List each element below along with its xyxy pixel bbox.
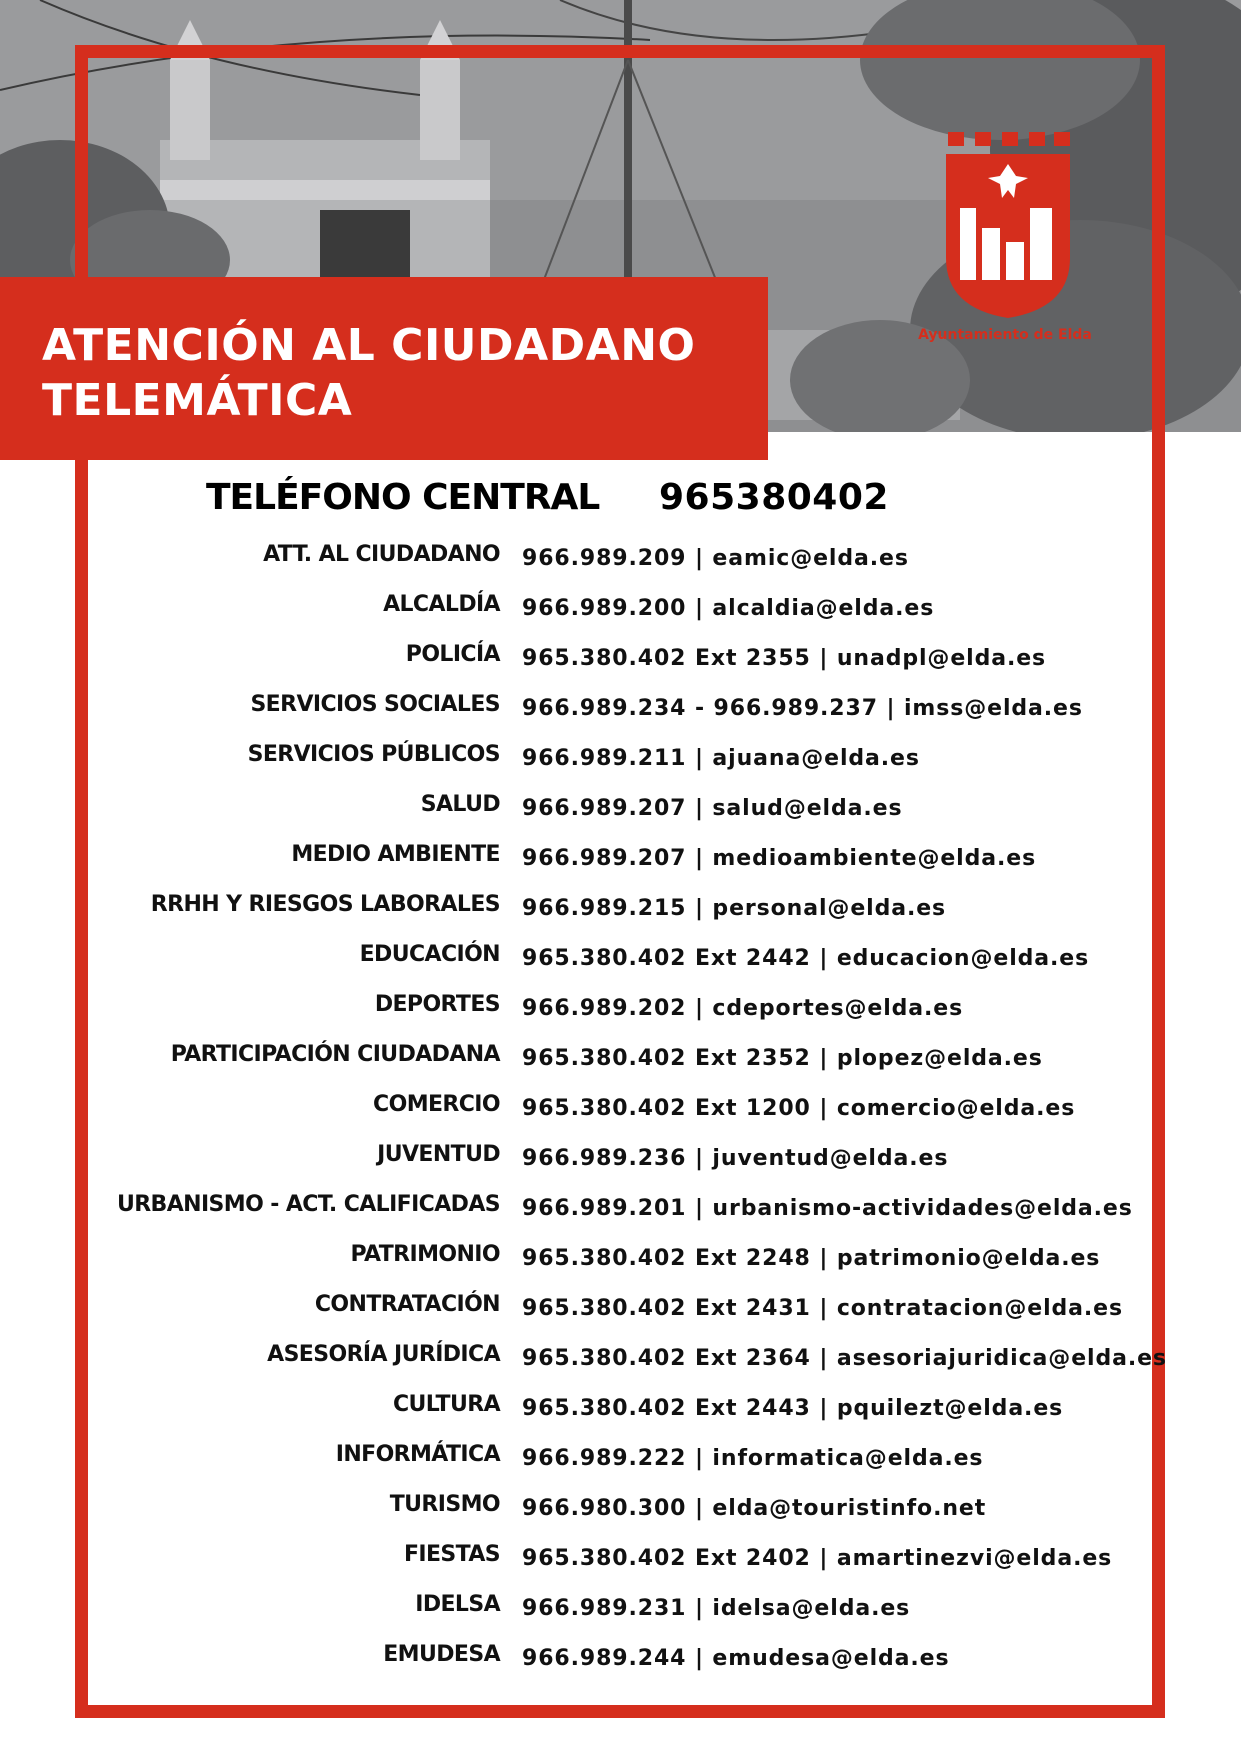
department-name: IDELSA [415, 1592, 500, 1617]
department-contact[interactable]: 966.989.231 | idelsa@elda.es [522, 1596, 911, 1621]
department-contact[interactable]: 966.980.300 | elda@touristinfo.net [522, 1496, 987, 1521]
directory-row [0, 1488, 1241, 1538]
central-phone-number[interactable]: 965380402 [659, 477, 889, 518]
department-name: PATRIMONIO [350, 1242, 500, 1267]
department-contact[interactable]: 966.989.215 | personal@elda.es [522, 896, 947, 921]
department-name: EDUCACIÓN [359, 942, 500, 967]
department-name: URBANISMO - ACT. CALIFICADAS [116, 1192, 500, 1217]
department-name: ASESORÍA JURÍDICA [267, 1342, 500, 1367]
department-contact[interactable]: 966.989.200 | alcaldia@elda.es [522, 596, 935, 621]
department-contact[interactable]: 966.989.222 | informatica@elda.es [522, 1446, 984, 1471]
directory-row [0, 538, 1241, 588]
city-shield-logo [944, 128, 1072, 328]
directory-row [0, 1188, 1241, 1238]
department-name: EMUDESA [383, 1642, 500, 1667]
department-name: FIESTAS [403, 1542, 500, 1567]
department-name: SERVICIOS PÚBLICOS [247, 742, 500, 767]
directory-row [0, 1238, 1241, 1288]
department-contact[interactable]: 965.380.402 Ext 1200 | comercio@elda.es [522, 1096, 1076, 1121]
directory-row [0, 1438, 1241, 1488]
department-contact[interactable]: 966.989.207 | salud@elda.es [522, 796, 903, 821]
directory-row [0, 1338, 1241, 1388]
department-contact[interactable]: 966.989.202 | cdeportes@elda.es [522, 996, 964, 1021]
department-contact[interactable]: 966.989.236 | juventud@elda.es [522, 1146, 949, 1171]
department-name: DEPORTES [374, 992, 500, 1017]
page-title-line2: TELEMÁTICA [42, 375, 353, 426]
logo-caption: Ayuntamiento de Elda [918, 327, 1092, 343]
department-contact[interactable]: 966.989.207 | medioambiente@elda.es [522, 846, 1037, 871]
department-name: RRHH Y RIESGOS LABORALES [150, 892, 500, 917]
department-contact[interactable]: 965.380.402 Ext 2355 | unadpl@elda.es [522, 646, 1047, 671]
contact-directory [0, 538, 1241, 1688]
department-contact[interactable]: 965.380.402 Ext 2402 | amartinezvi@elda.es [522, 1546, 1113, 1571]
directory-row [0, 1388, 1241, 1438]
directory-row [0, 988, 1241, 1038]
directory-row [0, 788, 1241, 838]
department-name: TURISMO [389, 1492, 500, 1517]
directory-row [0, 1038, 1241, 1088]
department-name: CULTURA [392, 1392, 500, 1417]
department-name: COMERCIO [373, 1092, 500, 1117]
directory-row [0, 1138, 1241, 1188]
central-phone [0, 477, 1241, 527]
directory-row [0, 588, 1241, 638]
directory-row [0, 938, 1241, 988]
directory-row [0, 1538, 1241, 1588]
directory-row [0, 1588, 1241, 1638]
department-name: MEDIO AMBIENTE [291, 842, 500, 867]
directory-row [0, 638, 1241, 688]
department-contact[interactable]: 966.989.234 - 966.989.237 | imss@elda.es [522, 696, 1083, 721]
directory-row [0, 738, 1241, 788]
directory-row [0, 1288, 1241, 1338]
department-name: JUVENTUD [377, 1142, 500, 1167]
department-contact[interactable]: 966.989.244 | emudesa@elda.es [522, 1646, 950, 1671]
department-name: PARTICIPACIÓN CIUDADANA [170, 1042, 500, 1067]
department-contact[interactable]: 966.989.201 | urbanismo-actividades@elda.es [522, 1196, 1133, 1221]
department-contact[interactable]: 965.380.402 Ext 2443 | pquilezt@elda.es [522, 1396, 1064, 1421]
central-phone-label: TELÉFONO CENTRAL [206, 477, 600, 518]
department-name: SERVICIOS SOCIALES [250, 692, 500, 717]
department-contact[interactable]: 965.380.402 Ext 2431 | contratacion@elda.es [522, 1296, 1123, 1321]
department-contact[interactable]: 966.989.211 | ajuana@elda.es [522, 746, 920, 771]
department-contact[interactable]: 966.989.209 | eamic@elda.es [522, 546, 909, 571]
department-name: SALUD [420, 792, 500, 817]
department-name: POLICÍA [405, 642, 500, 667]
department-contact[interactable]: 965.380.402 Ext 2442 | educacion@elda.es [522, 946, 1090, 971]
department-contact[interactable]: 965.380.402 Ext 2364 | asesoriajuridica@elda.es [522, 1346, 1167, 1371]
directory-row [0, 688, 1241, 738]
department-name: CONTRATACIÓN [314, 1292, 500, 1317]
directory-row [0, 1638, 1241, 1688]
department-contact[interactable]: 965.380.402 Ext 2248 | patrimonio@elda.es [522, 1246, 1101, 1271]
directory-row [0, 838, 1241, 888]
department-name: ALCALDÍA [383, 592, 500, 617]
department-name: INFORMÁTICA [335, 1442, 500, 1467]
department-name: ATT. AL CIUDADANO [263, 542, 500, 567]
directory-row [0, 1088, 1241, 1138]
directory-row [0, 888, 1241, 938]
page-title-line1: ATENCIÓN AL CIUDADANO [42, 320, 696, 371]
department-contact[interactable]: 965.380.402 Ext 2352 | plopez@elda.es [522, 1046, 1043, 1071]
